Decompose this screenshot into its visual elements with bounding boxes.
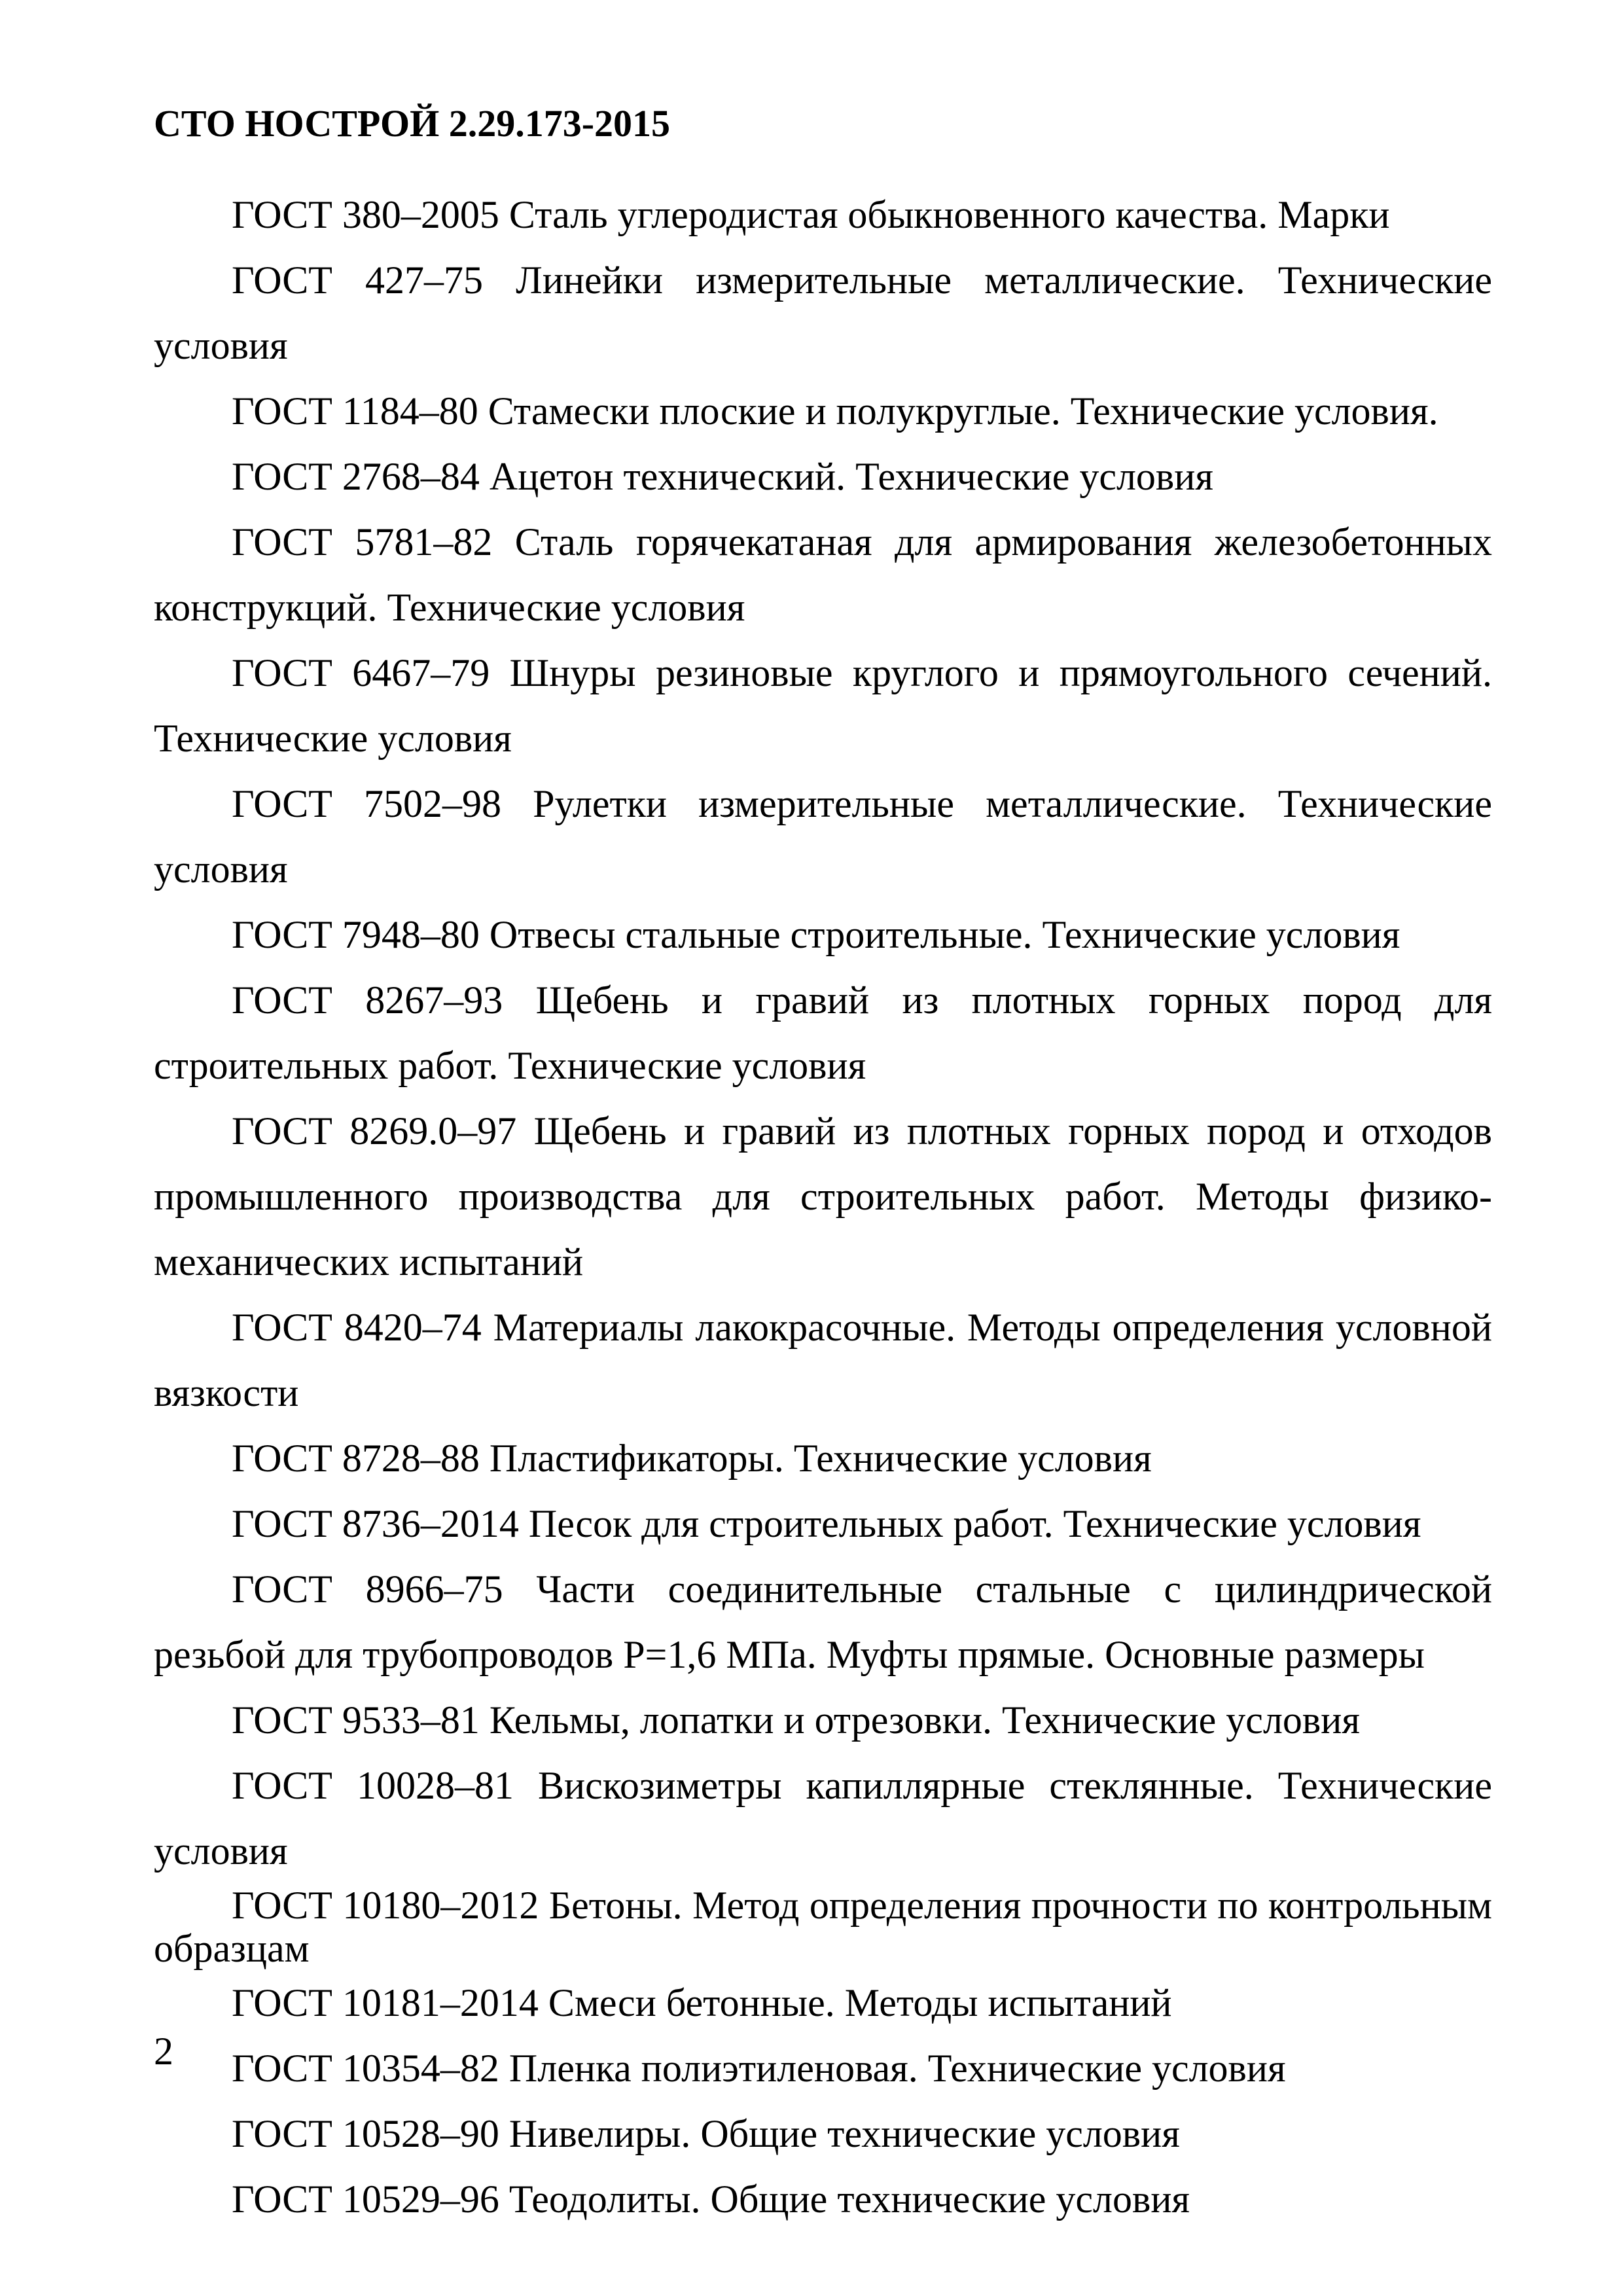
reference-entry: ГОСТ 8269.0–97 Щебень и гравий из плотных горных пород и отходов промышленного производства для строительных работ. Методы физико-механических испытаний [154,1109,1492,1283]
reference-entry: ГОСТ 10028–81 Вискозиметры капиллярные стеклянные. Технические условия [154,1764,1492,1873]
reference-entry: ГОСТ 8966–75 Части соединительные стальные с цилиндрической резьбой для трубопроводов Р=1,6 МПа. Муфты прямые. Основные размеры [154,1568,1492,1676]
reference-entry: ГОСТ 10180–2012 Бетоны. Метод определения прочности по контрольным образцам [154,1884,1492,1970]
reference-entry: ГОСТ 7948–80 Отвесы стальные строительные. Технические условия [232,913,1400,956]
reference-entry: ГОСТ 8267–93 Щебень и гравий из плотных горных пород для строительных работ. Технические условия [154,978,1492,1087]
reference-entry: ГОСТ 6467–79 Шнуры резиновые круглого и прямоугольного сечений. Технические условия [154,651,1492,760]
page-number: 2 [154,2030,173,2073]
reference-entry: ГОСТ 10529–96 Теодолиты. Общие технические условия [232,2178,1190,2221]
reference-entry: ГОСТ 8736–2014 Песок для строительных работ. Технические условия [232,1502,1421,1545]
reference-entry: ГОСТ 427–75 Линейки измерительные металлические. Технические условия [154,259,1492,367]
reference-entry: ГОСТ 8420–74 Материалы лакокрасочные. Методы определения условной вязкости [154,1306,1492,1414]
reference-entry: ГОСТ 1184–80 Стамески плоские и полукруглые. Технические условия. [232,389,1438,433]
reference-entry: ГОСТ 9533–81 Кельмы, лопатки и отрезовки. Технические условия [232,1698,1360,1742]
reference-entry: ГОСТ 2768–84 Ацетон технический. Технические условия [232,455,1213,498]
normative-references-list [154,182,1492,2232]
reference-entry: ГОСТ 8728–88 Пластификаторы. Технические условия [232,1437,1152,1480]
reference-entry: ГОСТ 10528–90 Нивелиры. Общие технические условия [232,2112,1180,2155]
reference-entry: ГОСТ 5781–82 Сталь горячекатаная для армирования железобетонных конструкций. Технические условия [154,520,1492,629]
reference-entry: ГОСТ 7502–98 Рулетки измерительные металлические. Технические условия [154,782,1492,891]
reference-entry: ГОСТ 380–2005 Сталь углеродистая обыкновенного качества. Марки [232,193,1390,236]
reference-entry: ГОСТ 10354–82 Пленка полиэтиленовая. Технические условия [232,2047,1286,2090]
reference-entry: ГОСТ 10181–2014 Смеси бетонные. Методы испытаний [232,1981,1172,2024]
document-header: СТО НОСТРОЙ 2.29.173-2015 [154,102,671,145]
